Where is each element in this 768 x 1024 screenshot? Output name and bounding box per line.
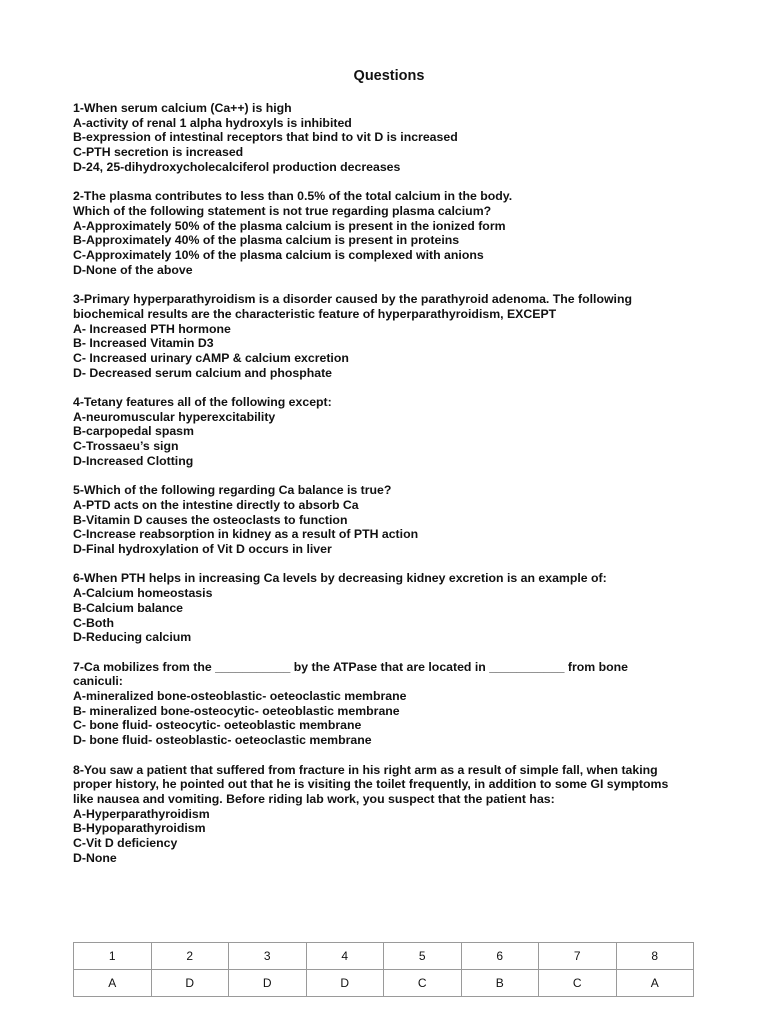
question-line: C-PTH secretion is increased [73,145,244,160]
question-line: Which of the following statement is not true regarding plasma calcium? [73,203,492,218]
question-line: B-expression of intestinal receptors that bind to vit D is increased [73,130,458,145]
question-line: D-24, 25-dihydroxycholecalciferol production decreases [73,159,401,174]
question-line: D-None of the above [73,262,193,277]
question-block [73,660,713,748]
question-line: D-Reducing calcium [73,630,192,645]
question-line: B-Approximately 40% of the plasma calcium is present in proteins [73,233,460,248]
question-line: D-Increased Clotting [73,453,194,468]
question-text: 3-Primary hyperparathyroidism is a disorder caused by the parathyroid adenoma. The following [73,292,632,307]
question-line: A-neuromuscular hyperexcitability [73,409,276,424]
answer-key-number-cell: 8 [616,943,694,970]
question-line: caniculi: [73,674,123,689]
question-line: C-Approximately 10% of the plasma calcium is complexed with anions [73,248,484,263]
question-block [73,763,713,866]
question-line: C-Both [73,615,114,630]
question-line: D-None [73,850,117,865]
answer-key-number-cell: 7 [539,943,617,970]
question-line: B-Hypoparathyroidism [73,821,206,836]
question-text: 7-Ca mobilizes from the ___________ by the ATPase that are located in ___________ from bone [73,659,628,674]
question-line: like nausea and vomiting. Before riding lab work, you suspect that the patient has: [73,791,555,806]
answer-key-answer-cell: C [384,970,462,997]
answer-key-number-cell: 6 [461,943,539,970]
question-block [73,571,713,645]
question-text: 1-When serum calcium (Ca++) is high [73,101,292,115]
answer-key-number-cell: 1 [74,943,152,970]
question-block [73,395,713,469]
answer-key-numbers-row [74,943,694,970]
question-line: proper history, he pointed out that he is visiting the toilet frequently, in addition to some GI symptoms [73,777,669,792]
question-line: D-Final hydroxylation of Vit D occurs in liver [73,542,332,557]
question-line: A-Hyperparathyroidism [73,806,210,821]
answer-key-answer-cell: B [461,970,539,997]
question-line: A-mineralized bone-osteoblastic- oeteoclastic membrane [73,689,407,704]
question-text: 2-The plasma contributes to less than 0.5% of the total calcium in the body. [73,189,513,204]
question-text: 6-When PTH helps in increasing Ca levels by decreasing kidney excretion is an example of: [73,571,607,586]
question-line: A-activity of renal 1 alpha hydroxyls is inhibited [73,115,352,130]
question-line: A-Calcium homeostasis [73,586,213,601]
answer-key-number-cell: 5 [384,943,462,970]
question-line: B-Calcium balance [73,600,184,615]
answer-key-answer-cell: D [229,970,307,997]
question-line: C-Vit D deficiency [73,836,178,851]
question-line: B- mineralized bone-osteocytic- oeteoblastic membrane [73,703,400,718]
answer-key-answer-cell: C [539,970,617,997]
question-line: A-PTD acts on the intestine directly to absorb Ca [73,497,359,512]
question-text: 8-You saw a patient that suffered from fracture in his right arm as a result of simple fall, when taking [73,762,658,777]
question-line: A-Approximately 50% of the plasma calcium is present in the ionized form [73,218,506,233]
question-text: 4-Tetany features all of the following except: [73,395,332,410]
question-line: C- bone fluid- osteocytic- oeteoblastic membrane [73,718,362,733]
question-block [73,292,713,380]
question-line: D- Decreased serum calcium and phosphate [73,365,333,380]
page-title: Questions [353,68,425,84]
question-line: C- Increased urinary cAMP & calcium excretion [73,350,349,365]
question-line: C-Trossaeu’s sign [73,439,179,454]
question-line: B-Vitamin D causes the osteoclasts to function [73,512,348,527]
question-line: C-Increase reabsorption in kidney as a result of PTH action [73,527,419,542]
questions-list [73,101,713,880]
answer-key-table [73,942,694,997]
answer-key-answer-cell: A [74,970,152,997]
question-line: A- Increased PTH hormone [73,321,231,336]
question-line: D- bone fluid- osteoblastic- oeteoclastic membrane [73,733,372,748]
question-block [73,101,713,175]
question-text: 5-Which of the following regarding Ca balance is true? [73,483,392,498]
answer-key-answers-row [74,970,694,997]
answer-key-answer-cell: A [616,970,694,997]
answer-key-number-cell: 3 [229,943,307,970]
answer-key-answer-cell: D [306,970,384,997]
answer-key-number-cell: 2 [151,943,229,970]
question-block [73,189,713,277]
question-line: B- Increased Vitamin D3 [73,336,214,351]
answer-key-number-cell: 4 [306,943,384,970]
answer-key-answer-cell: D [151,970,229,997]
question-line: B-carpopedal spasm [73,424,194,439]
question-line: biochemical results are the characteristic feature of hyperparathyroidism, EXCEPT [73,306,557,321]
question-block [73,483,713,557]
